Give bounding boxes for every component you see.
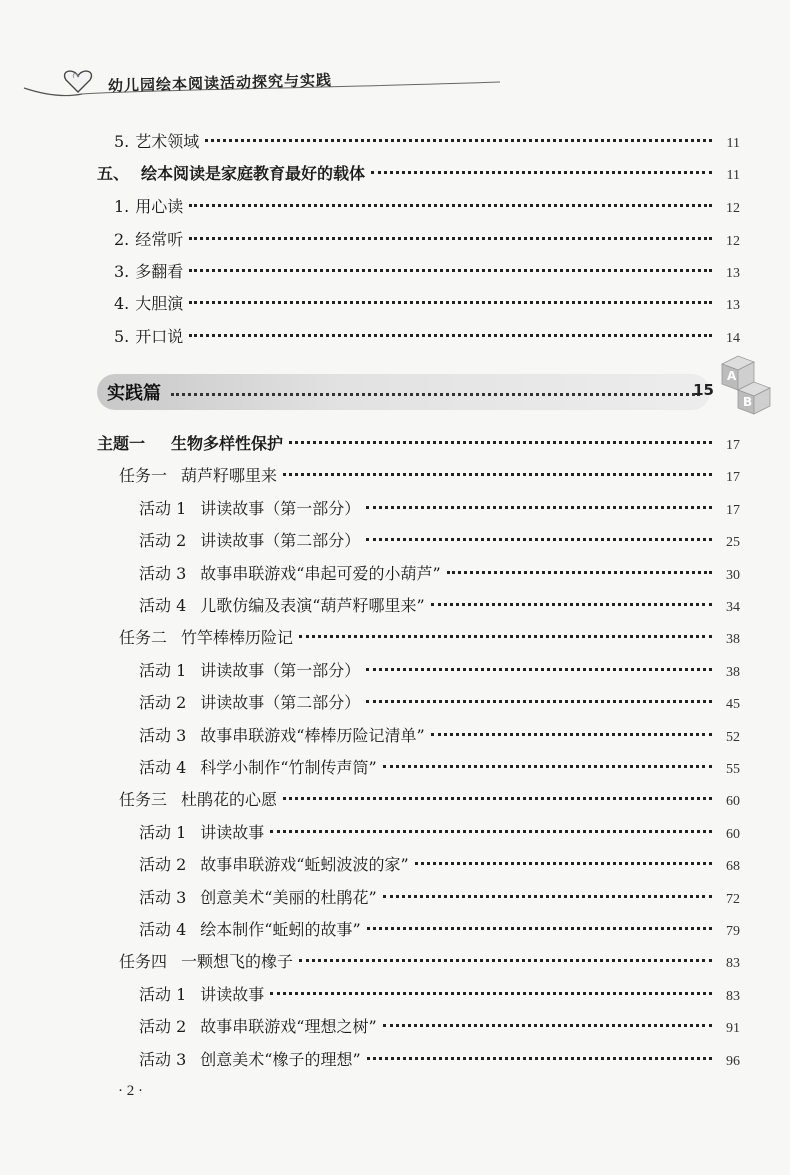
running-header	[22, 58, 502, 108]
toc-entry[interactable]	[139, 658, 740, 684]
toc-entry-number: 3.	[114, 262, 130, 281]
toc-entry-number: 活动 3	[139, 887, 187, 907]
toc-entry[interactable]	[114, 291, 740, 317]
block-letter-b: B	[743, 395, 753, 409]
toc-entry-page-number: 83	[726, 988, 740, 1004]
toc-entry-label: 讲读故事（第二部分）	[200, 693, 361, 713]
toc-entry-page-number: 55	[726, 762, 740, 777]
toc-entry-number: 活动 4	[139, 596, 187, 615]
toc-entry[interactable]	[119, 949, 740, 975]
dot-leader	[371, 171, 712, 174]
toc-entry-number: 五、	[97, 164, 130, 183]
dot-leader	[447, 571, 712, 574]
toc-entry-number: 主题一	[97, 434, 146, 453]
toc-entry-label: 葫芦籽哪里来	[181, 466, 278, 486]
toc-entry[interactable]	[119, 787, 740, 813]
toc-entry-number: 活动 3	[139, 725, 187, 745]
toc-entry-page-number: 38	[726, 664, 740, 680]
toc-entry[interactable]	[139, 755, 740, 781]
dot-leader	[383, 895, 712, 898]
toc-entry-label: 绘本制作“蚯蚓的故事”	[200, 920, 361, 939]
toc-entry[interactable]	[114, 194, 740, 220]
dot-leader	[367, 927, 712, 930]
toc-entry-label: 讲读故事	[200, 984, 265, 1004]
toc-entry-number: 任务二	[119, 628, 168, 648]
toc-entry-page-number: 96	[726, 1053, 740, 1069]
dot-leader	[367, 1057, 712, 1060]
toc-entry-page-number: 91	[726, 1021, 740, 1037]
toc-entry-label: 用心读	[135, 197, 184, 216]
toc-entry[interactable]	[139, 528, 740, 554]
toc-entry-page-number: 60	[726, 794, 740, 810]
toc-entry-label: 讲读故事（第一部分）	[200, 498, 361, 518]
toc-entry-page-number: 14	[726, 331, 740, 346]
toc-entry[interactable]	[114, 227, 740, 253]
toc-entry-page-number: 17	[726, 470, 740, 486]
toc-entry-label: 故事串联游戏“棒棒历险记清单”	[200, 725, 425, 745]
toc-entry-page-number: 12	[726, 234, 740, 249]
toc-entry-label: 绘本阅读是家庭教育最好的载体	[141, 164, 366, 183]
toc-entry[interactable]	[139, 1014, 740, 1040]
toc-entry-page-number: 45	[726, 697, 740, 713]
toc-entry-page-number: 68	[726, 859, 740, 875]
toc-entry[interactable]	[139, 852, 740, 878]
toc-entry-label: 故事串联游戏“蚯蚓波波的家”	[200, 855, 409, 875]
toc-entry-page-number: 30	[726, 567, 740, 583]
dot-leader	[366, 538, 712, 541]
dot-leader	[366, 700, 712, 703]
dot-leader	[270, 992, 712, 995]
page-number: · 2 ·	[118, 1083, 143, 1099]
toc-entry-label: 杜鹃花的心愿	[181, 790, 278, 810]
toc-entry-page-number: 83	[726, 956, 740, 972]
toc-entry-page-number: 38	[726, 632, 740, 648]
toc-entry-page-number: 12	[726, 201, 740, 216]
toc-entry-label: 儿歌仿编及表演“葫芦籽哪里来”	[200, 596, 425, 615]
toc-entry[interactable]	[139, 820, 740, 846]
toc-entry-label: 讲读故事（第二部分）	[200, 531, 361, 551]
toc-entry-label: 开口说	[135, 327, 184, 346]
toc-entry[interactable]	[139, 496, 740, 522]
dot-leader	[270, 830, 712, 833]
toc-entry[interactable]	[97, 431, 740, 457]
dot-leader	[189, 334, 712, 337]
toc-entry-label: 故事串联游戏“串起可爱的小葫芦”	[200, 563, 441, 583]
toc-entry-label: 创意美术“美丽的杜鹃花”	[200, 887, 377, 907]
toc-entry[interactable]	[119, 463, 740, 489]
toc-entry-number: 活动 3	[139, 563, 187, 583]
dot-leader	[299, 959, 712, 962]
toc-entry-page-number: 79	[726, 924, 740, 939]
dot-leader	[189, 204, 712, 207]
toc-entry-number: 活动 4	[139, 758, 187, 777]
toc-entry-number: 活动 2	[139, 693, 187, 713]
toc-entry-label: 大胆演	[135, 294, 184, 313]
dot-leader	[205, 139, 712, 142]
toc-entry-number: 2.	[114, 230, 130, 249]
dot-leader	[171, 393, 700, 396]
dot-leader	[283, 797, 712, 800]
toc-entry-page-number: 17	[726, 438, 740, 453]
abc-blocks-icon	[716, 350, 776, 416]
toc-entry-label: 竹竿棒棒历险记	[181, 628, 294, 648]
toc-entry-number: 1.	[114, 197, 130, 216]
toc-entry-label: 讲读故事（第一部分）	[200, 660, 361, 680]
toc-entry[interactable]	[139, 593, 740, 619]
toc-entry-number: 任务一	[119, 466, 168, 486]
toc-entry[interactable]	[139, 982, 740, 1008]
toc-entry-label: 艺术领域	[135, 132, 200, 151]
toc-entry-number: 4.	[114, 294, 130, 313]
toc-entry[interactable]	[139, 723, 740, 749]
toc-entry[interactable]	[114, 129, 740, 155]
toc-entry-number: 活动 1	[139, 498, 187, 518]
dot-leader	[289, 441, 712, 444]
toc-entry[interactable]	[139, 917, 740, 943]
dot-leader	[383, 765, 712, 768]
toc-entry-number: 5.	[114, 132, 130, 151]
toc-entry-page-number: 60	[726, 826, 740, 842]
dot-leader	[189, 301, 712, 304]
toc-entry[interactable]	[139, 561, 740, 587]
toc-entry-number: 活动 1	[139, 984, 187, 1004]
toc-entry-label: 一颗想飞的橡子	[181, 952, 294, 972]
toc-entry-label: 生物多样性保护	[171, 434, 284, 453]
toc-entry[interactable]	[97, 161, 740, 187]
dot-leader	[189, 237, 712, 240]
toc-entry-number: 活动 3	[139, 1049, 187, 1069]
dot-leader	[189, 269, 712, 272]
toc-entry-number: 活动 1	[139, 822, 187, 842]
dot-leader	[366, 506, 712, 509]
toc-entry-page-number: 13	[726, 298, 740, 313]
dot-leader	[299, 635, 712, 638]
toc-entry[interactable]	[119, 625, 740, 651]
section-banner[interactable]	[97, 374, 714, 410]
toc-entry-page-number: 13	[726, 266, 740, 281]
dot-leader	[431, 603, 712, 606]
toc-entry-page-number: 25	[726, 535, 740, 551]
toc-entry-label: 经常听	[135, 230, 184, 249]
toc-entry-label: 故事串联游戏“理想之树”	[200, 1017, 377, 1037]
toc-entry[interactable]	[114, 324, 740, 350]
dot-leader	[415, 862, 712, 865]
toc-entry[interactable]	[139, 885, 740, 911]
toc-entry-number: 活动 4	[139, 920, 187, 939]
toc-entry-number: 任务四	[119, 952, 168, 972]
dot-leader	[283, 473, 712, 476]
toc-entry-number: 5.	[114, 327, 130, 346]
section-title: 实践篇	[107, 383, 161, 404]
toc-entry-number: 活动 1	[139, 660, 187, 680]
toc-entry-label: 创意美术“橡子的理想”	[200, 1049, 361, 1069]
toc-entry-number: 任务三	[119, 790, 168, 810]
dot-leader	[383, 1024, 712, 1027]
section-page-number: 15	[693, 381, 714, 399]
toc-entry-page-number: 11	[726, 136, 740, 151]
block-letter-a: A	[727, 369, 737, 383]
toc-entry-page-number: 34	[726, 600, 740, 615]
toc-entry-page-number: 17	[726, 502, 740, 518]
toc-entry-label: 讲读故事	[200, 822, 265, 842]
toc-entry[interactable]	[139, 1047, 740, 1073]
toc-entry[interactable]	[139, 690, 740, 716]
toc-entry-page-number: 52	[726, 729, 740, 745]
toc-entry-page-number: 72	[726, 891, 740, 907]
toc-entry-number: 活动 2	[139, 855, 187, 875]
toc-entry-page-number: 11	[726, 168, 740, 183]
toc-entry-number: 活动 2	[139, 1017, 187, 1037]
book-title: 幼儿园绘本阅读活动探究与实践	[107, 71, 333, 95]
toc-entry-label: 科学小制作“竹制传声筒”	[200, 758, 377, 777]
toc-entry-label: 多翻看	[135, 262, 184, 281]
dot-leader	[431, 733, 712, 736]
dot-leader	[366, 668, 712, 671]
toc-entry-number: 活动 2	[139, 531, 187, 551]
toc-entry[interactable]	[114, 259, 740, 285]
